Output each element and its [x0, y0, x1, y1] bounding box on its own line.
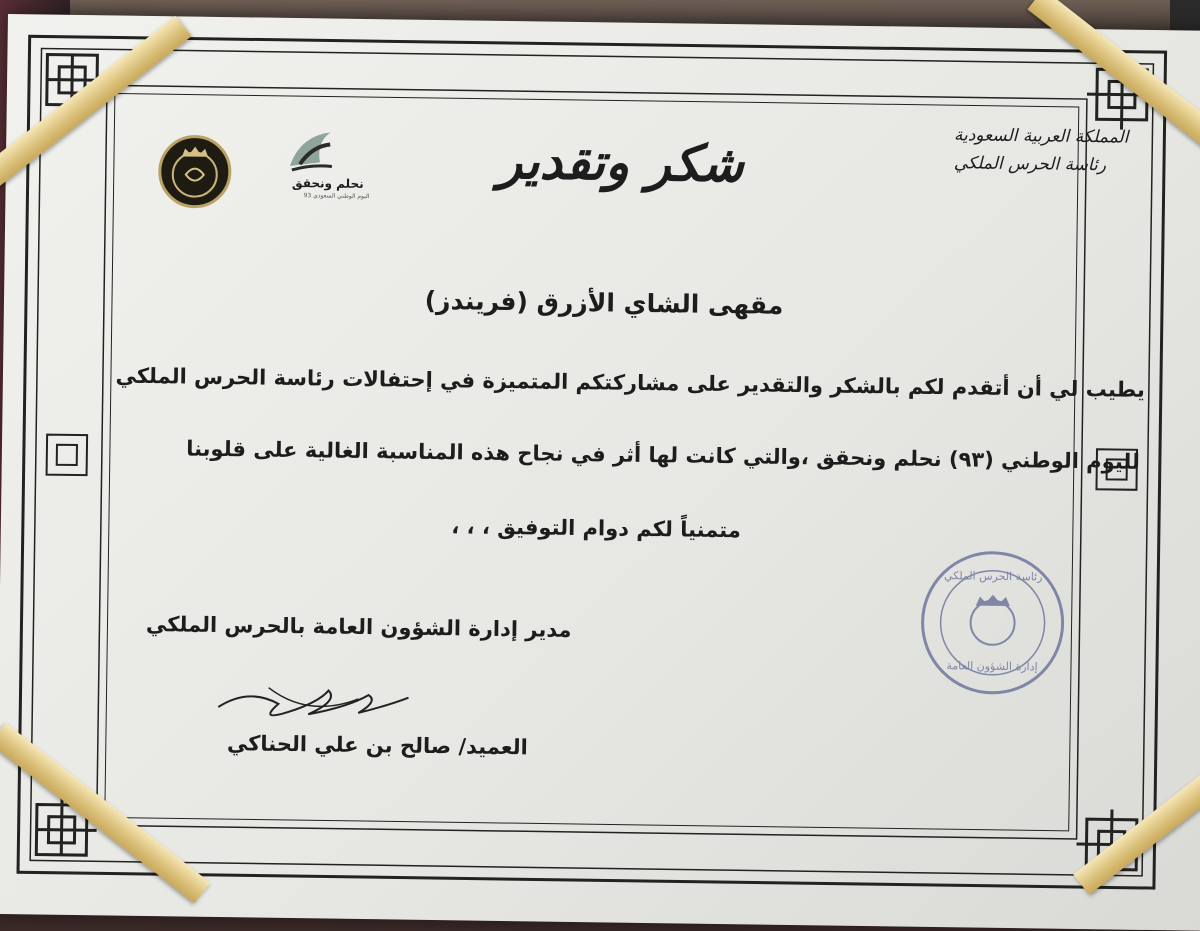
certificate — [0, 14, 1200, 931]
signature — [208, 667, 429, 740]
signatory-name: العميد/ صالح بن علي الحناكي — [226, 731, 528, 760]
body-line-3: متمنياً لكم دوام التوفيق ، ، ، — [451, 514, 742, 543]
body-line-1: يطيب لي أن أتقدم لكم بالشكر والتقدير على مشاركتكم المتميزة في إحتفالات رئاسة الحرس الملكي — [115, 363, 1146, 402]
official-stamp — [917, 547, 1069, 699]
recipient-name: مقهى الشاي الأزرق (فريندز) — [424, 285, 784, 320]
royal-guard-presidency: رئاسة الحرس الملكي — [953, 153, 1107, 176]
crest-icon — [157, 134, 232, 209]
campaign-logo-subtext: اليوم الوطني السعودي 93 — [303, 192, 370, 201]
stamp-top-text: رئاسة الحرس الملكي — [943, 569, 1043, 584]
body-line-2: لليوم الوطني (٩٣) نحلم ونحقق ،والتي كانت لها أثر في نجاح هذه المناسبة الغالية على قلوبنا — [186, 436, 1141, 474]
campaign-logo — [263, 126, 374, 218]
royal-guard-emblem — [157, 134, 232, 209]
campaign-mark-icon — [282, 126, 339, 175]
campaign-logo-text: نحلم ونحقق — [291, 175, 364, 191]
stamp-bottom-text: إدارة الشؤون العامة — [946, 659, 1038, 674]
certificate-title: شكر وتقدير — [497, 130, 745, 194]
signatory-position: مدير إدارة الشؤون العامة بالحرس الملكي — [145, 611, 572, 642]
kingdom-name: المملكة العربية السعودية — [953, 125, 1129, 148]
